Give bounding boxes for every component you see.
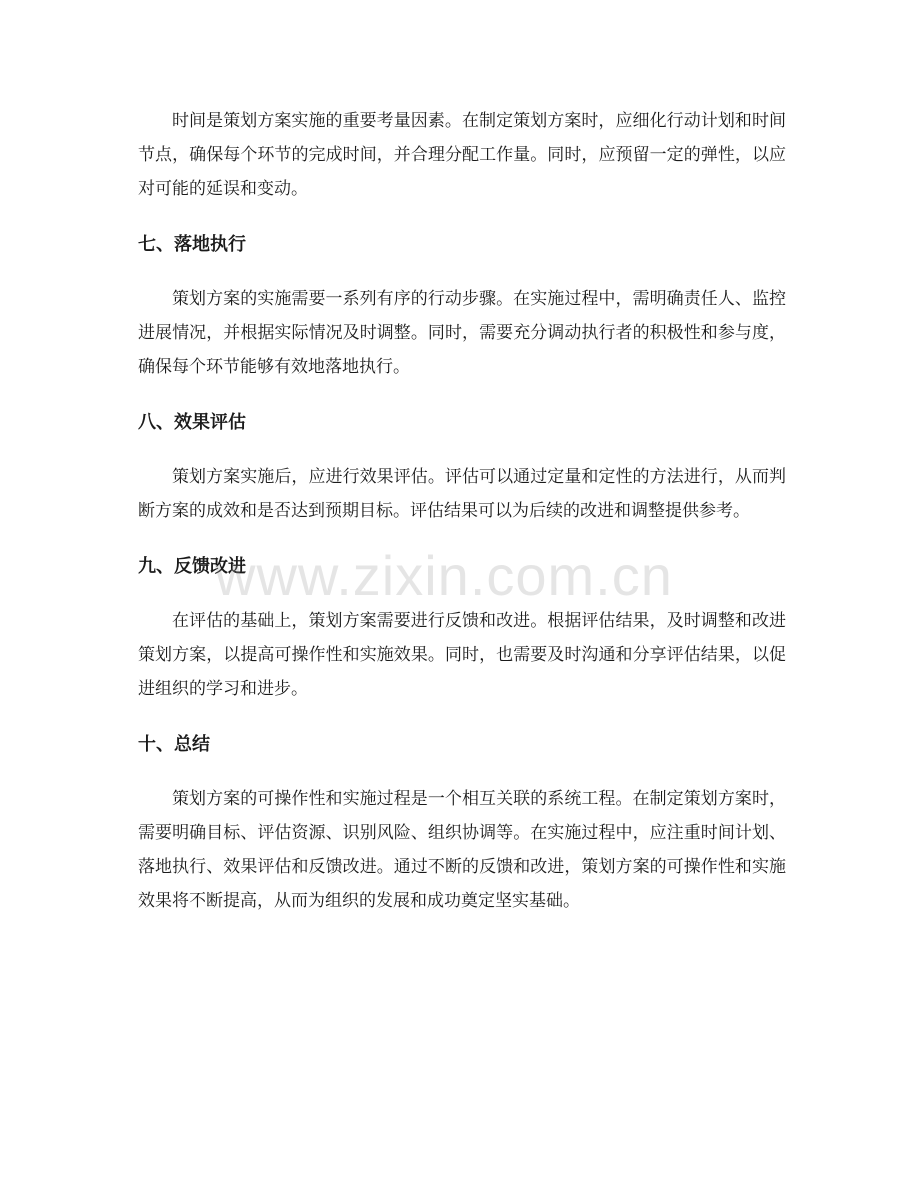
- section-heading-10: 十、总结: [138, 734, 210, 755]
- section-heading-9: 九、反馈改进: [138, 556, 246, 577]
- section-heading-8: 八、效果评估: [138, 412, 246, 433]
- section-paragraph-7: 策划方案的实施需要一系列有序的行动步骤。在实施过程中，需明确责任人、监控进展情况，并根据实际情况及时调整。同时，需要充分调动执行者的积极性和参与度，确保每个环节能够有效地落地执行。: [138, 289, 786, 377]
- intro-paragraph: 时间是策划方案实施的重要考量因素。在制定策划方案时，应细化行动计划和时间节点，确保每个环节的完成时间，并合理分配工作量。同时，应预留一定的弹性，以应对可能的延误和变动。: [138, 111, 786, 199]
- section-paragraph-9: 在评估的基础上，策划方案需要进行反馈和改进。根据评估结果，及时调整和改进策划方案，以提高可操作性和实施效果。同时，也需要及时沟通和分享评估结果，以促进组织的学习和进步。: [138, 611, 786, 699]
- section-heading-7: 七、落地执行: [138, 234, 246, 255]
- watermark: www.zixin.com.cn: [215, 544, 673, 607]
- section-paragraph-8: 策划方案实施后，应进行效果评估。评估可以通过定量和定性的方法进行，从而判断方案的成效和是否达到预期目标。评估结果可以为后续的改进和调整提供参考。: [138, 467, 786, 521]
- section-paragraph-10: 策划方案的可操作性和实施过程是一个相互关联的系统工程。在制定策划方案时，需要明确目标、评估资源、识别风险、组织协调等。在实施过程中，应注重时间计划、落地执行、效果评估和反馈改进。通过不断的反馈和改进，策划方案的可操作性和实施效果将不断提高，从而为组织的发展和成功奠定坚实基础。: [138, 789, 786, 911]
- document-body: [138, 104, 786, 918]
